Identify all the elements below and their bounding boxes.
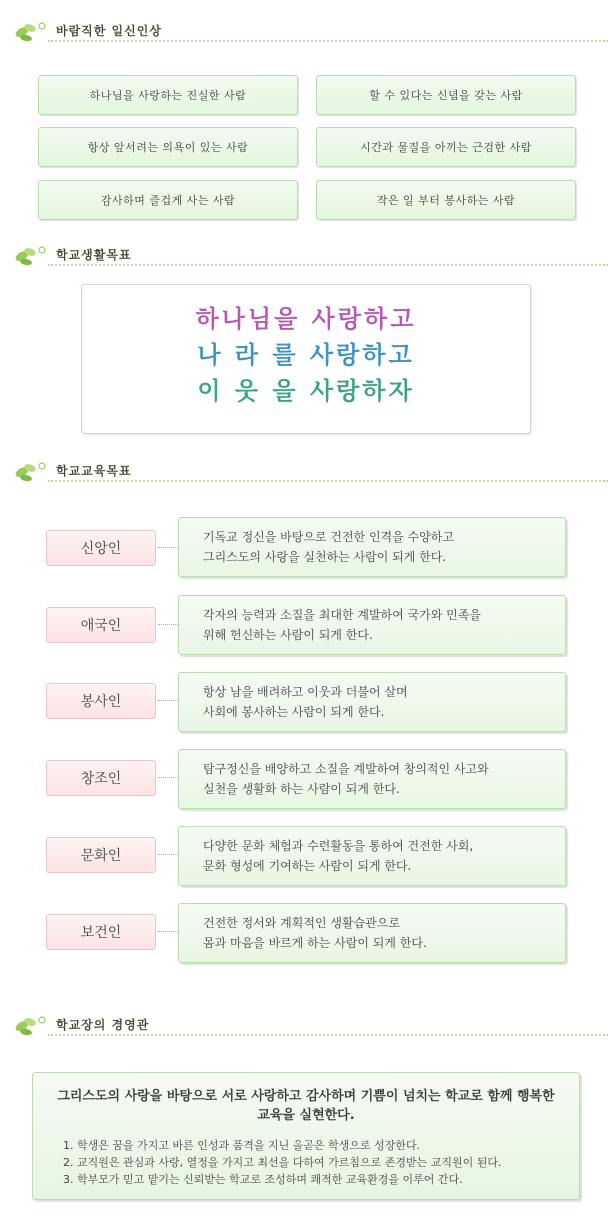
- philosophy-main: 그리스도의 사랑을 바탕으로 서로 사랑하고 감사하며 기쁨이 넘치는 학교로 함께 행복한 교육을 실현한다.: [57, 1089, 555, 1123]
- dotted-connector: [158, 547, 178, 548]
- section-header-philosophy: [8, 1010, 608, 1040]
- motto-line-1: 하나님을 사랑하고: [195, 304, 417, 333]
- ideal-item: 항상 앞서려는 의욕이 있는 사람: [38, 127, 298, 167]
- leaf-icon: [12, 1012, 52, 1038]
- list-item: 3. 학부모가 믿고 맡기는 신뢰받는 학교로 조성하며 쾌적한 교육환경을 이루어 간다.: [63, 1173, 463, 1186]
- dotted-connector: [158, 624, 178, 625]
- edu-goal-label: 창조인: [46, 760, 156, 796]
- ideal-item: 감사하며 즐겁게 사는 사람: [38, 180, 298, 220]
- edu-goal-label: 애국인: [46, 607, 156, 643]
- dotted-connector: [158, 931, 178, 932]
- section-title: 바람직한 일신인상: [56, 24, 162, 38]
- dotted-divider: [48, 40, 608, 42]
- dotted-divider: [48, 480, 608, 482]
- section-header-goal: [8, 240, 608, 270]
- dotted-divider: [48, 264, 608, 266]
- dotted-divider: [48, 1034, 608, 1036]
- edu-goal-label: 문화인: [46, 837, 156, 873]
- edu-goal-desc: 건전한 정서와 계획적인 생활습관으로 몸과 마음을 바르게 하는 사람이 되게 한다.: [178, 903, 566, 963]
- ideal-item: 할 수 있다는 신념을 갖는 사람: [316, 75, 576, 115]
- dotted-connector: [158, 700, 178, 701]
- edu-goal-label: 보건인: [46, 914, 156, 950]
- section-title: 학교생활목표: [56, 248, 132, 262]
- section-title: 학교교육목표: [56, 464, 132, 478]
- leaf-icon: [12, 242, 52, 268]
- ideal-item: 하나님을 사랑하는 진실한 사람: [38, 75, 298, 115]
- leaf-icon: [12, 18, 52, 44]
- ideal-item: 작은 일 부터 봉사하는 사람: [316, 180, 576, 220]
- edu-goal-desc: 항상 남을 배려하고 이웃과 더불어 살며 사회에 봉사하는 사람이 되게 한다.: [178, 672, 566, 732]
- section-header-edu: [8, 456, 608, 486]
- dotted-connector: [158, 777, 178, 778]
- list-item: 2. 교직원은 관심과 사랑, 열정을 가지고 최선을 다하여 가르침으로 존경받는 교직원이 된다.: [63, 1156, 502, 1169]
- motto-line-2: 나 라 를 사랑하고: [197, 340, 415, 369]
- ideal-item: 시간과 물질을 아끼는 근검한 사람: [316, 127, 576, 167]
- philosophy-box: [32, 1072, 580, 1200]
- section-header-ideal: [8, 16, 608, 46]
- list-item: 1. 학생은 꿈을 가지고 바른 인성과 품격을 지닌 올곧은 학생으로 성장한다.: [63, 1139, 421, 1152]
- edu-goal-label: 신앙인: [46, 530, 156, 566]
- leaf-icon: [12, 458, 52, 484]
- section-title: 학교장의 경영관: [56, 1018, 150, 1032]
- edu-goal-desc: 다양한 문화 체험과 수련활동을 통하여 건전한 사회, 문화 형성에 기여하는 사람이 되게 한다.: [178, 826, 566, 886]
- dotted-connector: [158, 854, 178, 855]
- motto-line-3: 이 웃 을 사랑하자: [197, 376, 415, 405]
- philosophy-list: [63, 1137, 569, 1188]
- edu-goal-label: 봉사인: [46, 683, 156, 719]
- edu-goal-desc: 탐구정신을 배양하고 소질을 계발하여 창의적인 사고와 실천을 생활화 하는 사람이 되게 한다.: [178, 749, 566, 809]
- edu-goal-desc: 기독교 정신을 바탕으로 건전한 인격을 수양하고 그리스도의 사랑을 실천하는 사람이 되게 한다.: [178, 517, 566, 577]
- motto-box: [81, 284, 531, 434]
- edu-goal-desc: 각자의 능력과 소질을 최대한 계발하여 국가와 민족을 위해 헌신하는 사람이 되게 한다.: [178, 595, 566, 655]
